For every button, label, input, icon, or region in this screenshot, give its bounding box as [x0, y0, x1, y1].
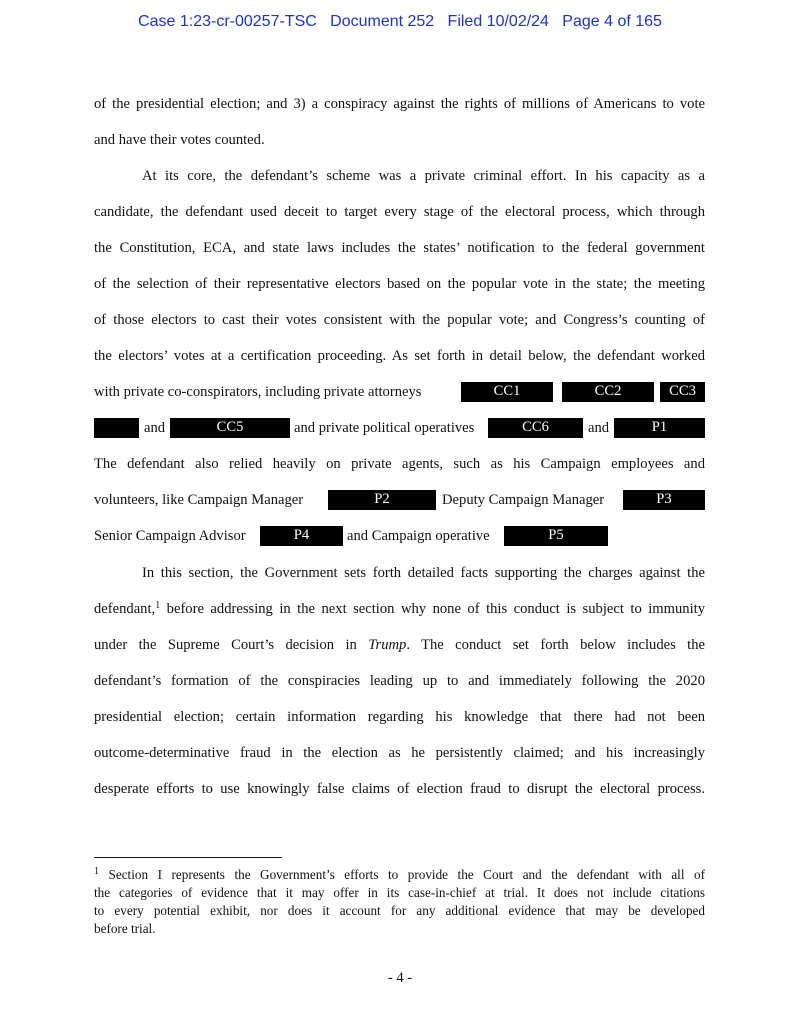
body-line: of the selection of their representative electors based on the popular vote in the state; the meeting — [94, 276, 705, 292]
page-number: - 4 - — [387, 970, 413, 986]
body-line: and have their votes counted. — [94, 132, 265, 148]
body-line — [94, 599, 705, 619]
body-line: In this section, the Government sets forth detailed facts supporting the charges against the — [142, 565, 705, 581]
body-line: desperate efforts to use knowingly false claims of election fraud to disrupt the electoral process. — [94, 781, 705, 797]
redaction-p2: P2 — [328, 490, 436, 510]
body-text: Senior Campaign Advisor — [94, 528, 246, 544]
case-number: Case 1:23-cr-00257-TSC — [138, 13, 317, 30]
body-line: presidential election; certain information regarding his knowledge that there had not been — [94, 709, 705, 725]
body-text: . The conduct set forth below includes the — [406, 637, 705, 653]
body-line: The defendant also relied heavily on private agents, such as his Campaign employees and — [94, 456, 705, 472]
footnote-line — [94, 865, 705, 884]
body-line — [94, 382, 705, 402]
body-text: volunteers, like Campaign Manager — [94, 492, 304, 508]
ecf-header — [0, 13, 800, 31]
redaction-p5: P5 — [504, 526, 608, 546]
body-line — [94, 635, 705, 655]
filed-date: Filed 10/02/24 — [447, 13, 549, 30]
redaction-cc1: CC1 — [461, 382, 553, 402]
footnote-ref[interactable]: 1 — [155, 600, 161, 611]
redaction-cc4 — [94, 418, 139, 438]
body-line: outcome-determinative fraud in the election as he persistently claimed; and his increasingly — [94, 745, 705, 761]
footnote-line: to every potential exhibit, nor does it account for any additional evidence that may be developed — [94, 903, 705, 918]
footnote-divider — [94, 857, 282, 858]
body-text: and — [588, 420, 610, 436]
document-number: Document 252 — [330, 13, 435, 30]
redaction-p1: P1 — [614, 418, 705, 438]
footnote-line: before trial. — [94, 921, 156, 936]
footnote-line: the categories of evidence that it may offer in its case-in-chief at trial. It does not include citations — [94, 885, 705, 900]
body-line: of the presidential election; and 3) a conspiracy against the rights of millions of Americans to vote — [94, 96, 705, 112]
body-text: defendant, — [94, 601, 156, 617]
body-text: Deputy Campaign Manager — [442, 492, 605, 508]
body-text: before addressing in the next section why none of this conduct is subject to immunity — [160, 601, 705, 617]
body-line: candidate, the defendant used deceit to target every stage of the electoral process, which through — [94, 204, 705, 220]
body-line: At its core, the defendant’s scheme was a private criminal effort. In his capacity as a — [142, 168, 705, 184]
body-line: the electors’ votes at a certification proceeding. As set forth in detail below, the defendant worked — [94, 348, 705, 364]
redaction-cc3: CC3 — [660, 382, 705, 402]
body-line: of those electors to cast their votes consistent with the popular vote; and Congress’s counting of — [94, 312, 705, 328]
body-text: and private political operatives — [294, 420, 475, 436]
case-name: Trump — [368, 637, 407, 653]
page-count: Page 4 of 165 — [562, 13, 662, 30]
body-text: and — [144, 420, 166, 436]
redaction-cc2: CC2 — [562, 382, 654, 402]
footnote-number: 1 — [94, 866, 99, 877]
body-line: the Constitution, ECA, and state laws includes the states’ notification to the federal government — [94, 240, 705, 256]
redaction-p4: P4 — [260, 526, 343, 546]
redaction-cc6: CC6 — [488, 418, 583, 438]
redaction-p3: P3 — [623, 490, 705, 510]
body-line: defendant’s formation of the conspiracies leading up to and immediately following the 2020 — [94, 673, 705, 689]
redaction-cc5: CC5 — [170, 418, 290, 438]
body-text: under the Supreme Court’s decision in — [94, 637, 369, 653]
body-text: with private co-conspirators, including private attorneys — [94, 384, 422, 400]
footnote-text: Section I represents the Government’s efforts to provide the Court and the defendant with all of — [99, 867, 705, 882]
body-text: and Campaign operative — [347, 528, 490, 544]
